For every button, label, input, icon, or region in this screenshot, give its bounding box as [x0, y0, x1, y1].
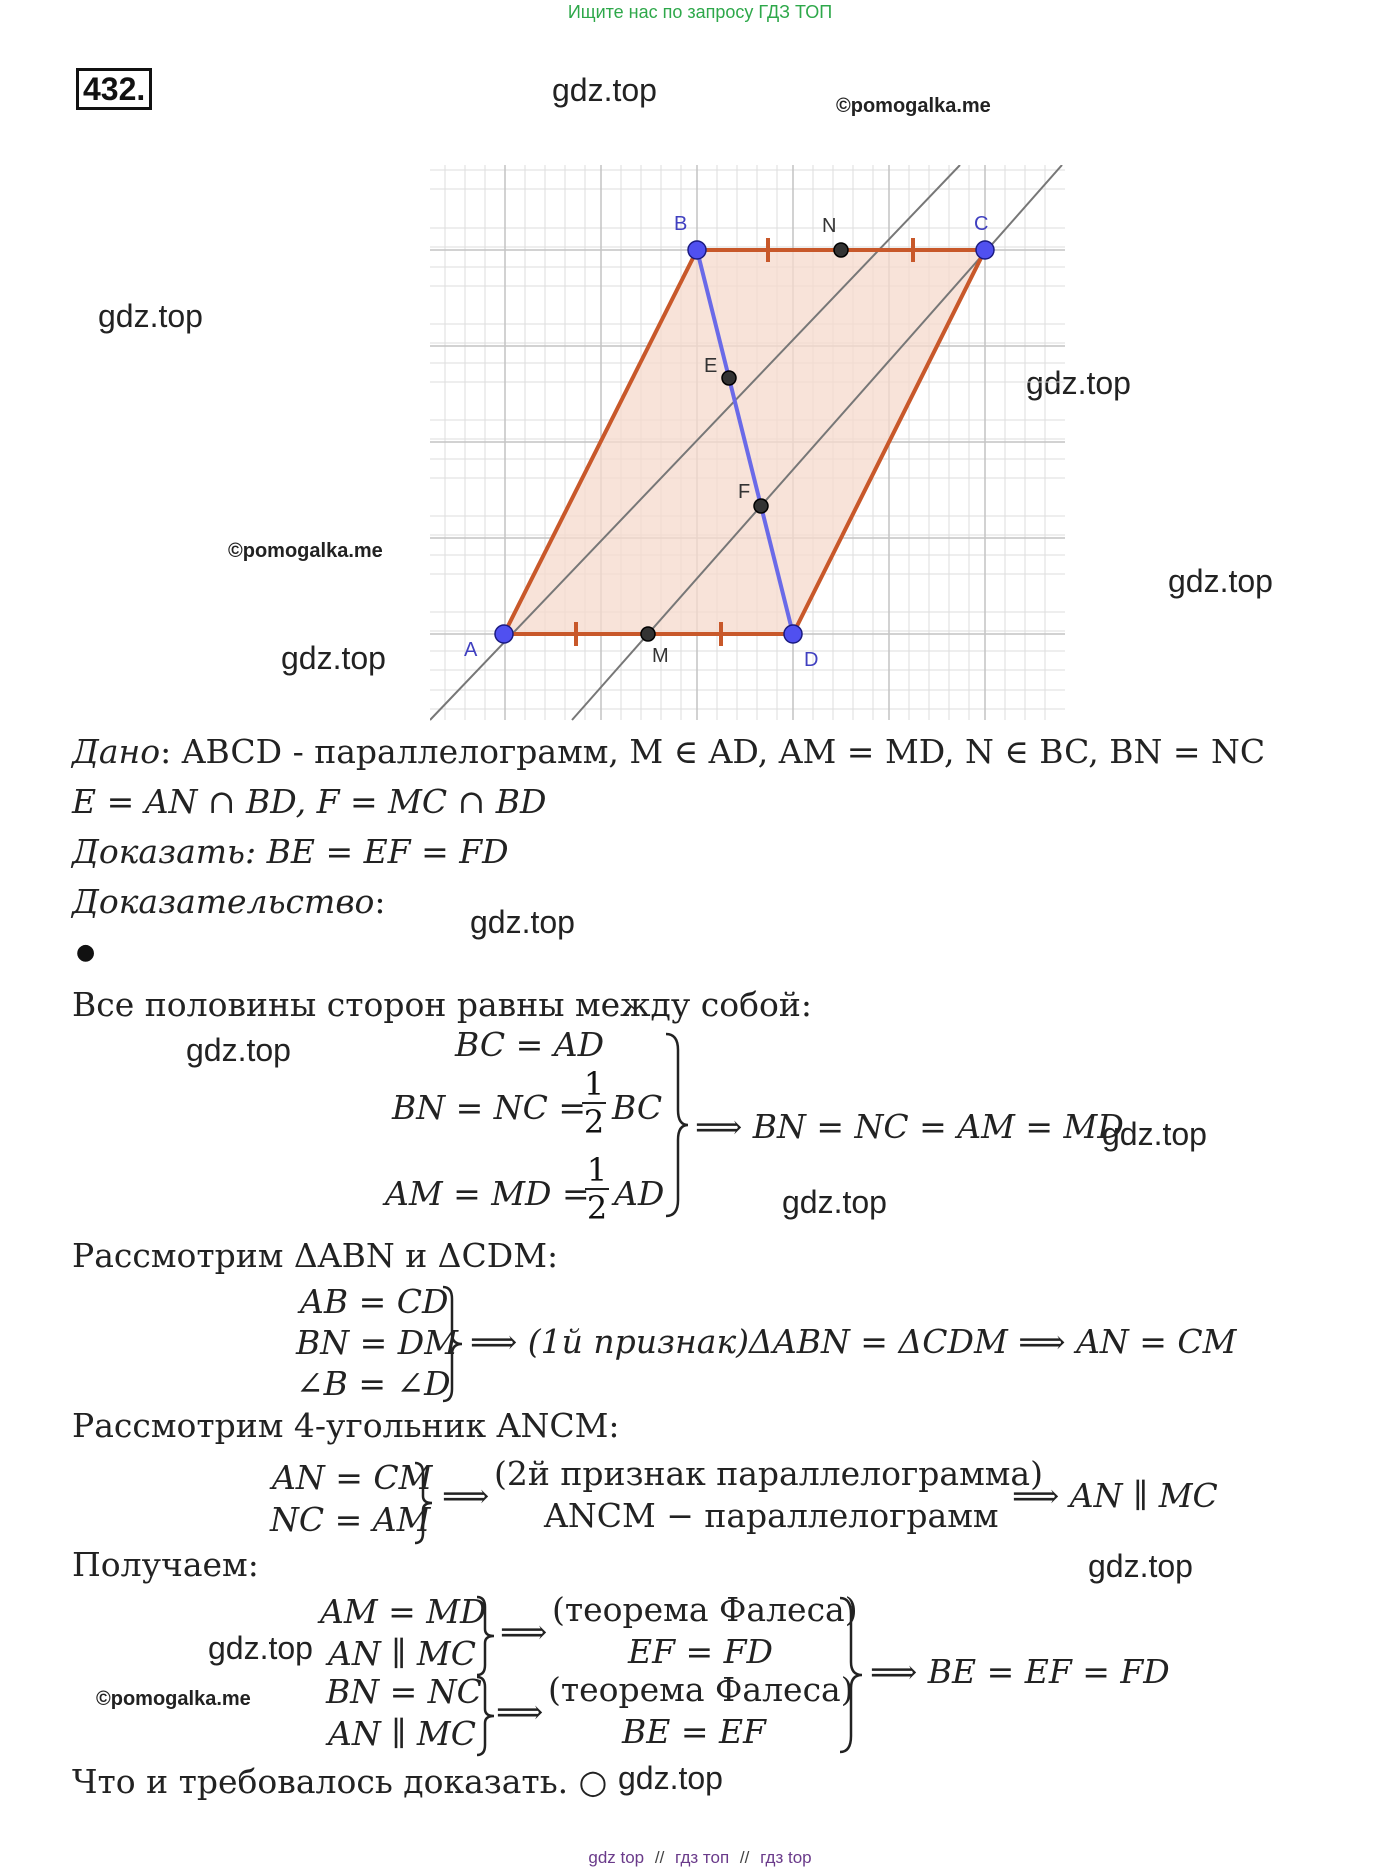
step3-eq1: AN = CM [272, 1458, 433, 1497]
watermark-gdz: gdz.top [1026, 365, 1131, 401]
step1-frac2 [585, 1152, 609, 1226]
label-n: N [822, 215, 837, 237]
label-f: F [738, 481, 751, 503]
proof-label: Доказательство [72, 882, 375, 921]
step3-mid1: (2й признак параллелограмма) [494, 1454, 1043, 1493]
frac-denominator: 2 [586, 1189, 608, 1227]
step1-eq3-left: AM = MD = [385, 1174, 590, 1213]
step3-brace [412, 1460, 436, 1546]
step4-g2-mid2: BE = EF [622, 1712, 766, 1751]
proof-heading [72, 882, 386, 921]
label-d: D [804, 649, 819, 671]
point-m [641, 627, 655, 641]
footer-sep: // [654, 1848, 665, 1867]
watermark-gdz: gdz.top [98, 298, 203, 334]
task-number: 432. [76, 68, 152, 110]
label-b: B [674, 213, 688, 235]
watermark-gdz: gdz.top [552, 72, 657, 108]
step2-result: ⟹ (1й признак)ΔABN = ΔCDM ⟹ AN = CM [470, 1322, 1237, 1361]
step4-g2-eq2: AN ∥ MC [328, 1714, 476, 1753]
prove-label: Доказать [72, 832, 246, 871]
step3-mid2: ANCM − параллелограмм [544, 1496, 999, 1535]
proof-colon: : [374, 882, 386, 921]
watermark-gdz: gdz.top [470, 904, 575, 940]
step3-arrow: ⟹ [442, 1476, 490, 1515]
step1-eq2-left: BN = NC = [392, 1088, 587, 1127]
step2-intro: Рассмотрим ΔABN и ΔCDM: [72, 1236, 559, 1275]
step4-g1-brace [474, 1594, 498, 1678]
watermark-pomogalka: ©pomogalka.me [836, 95, 991, 117]
vertex-c [976, 241, 994, 259]
prove-text: : BE = EF = FD [245, 832, 509, 871]
label-c: C [974, 213, 989, 235]
parallelogram-figure [430, 165, 1070, 725]
step2-eq1: AB = CD [300, 1282, 449, 1321]
step3-result: ⟹ AN ∥ MC [1012, 1476, 1218, 1515]
step4-g1-eq1: AM = MD [320, 1592, 487, 1631]
prove-line [72, 832, 509, 871]
footer-links [0, 1848, 1400, 1868]
step4-outer-brace [836, 1594, 866, 1756]
watermark-gdz: gdz.top [782, 1184, 887, 1220]
point-e [722, 371, 736, 385]
watermark-pomogalka: ©pomogalka.me [96, 1688, 251, 1710]
step4-g2-brace [474, 1674, 498, 1758]
step1-frac1 [582, 1066, 606, 1140]
given-text: : ABCD - параллелограмм, M ∈ AD, AM = MD, N ∈ BC, BN = NC [160, 732, 1266, 771]
step2-eq3: ∠B = ∠D [296, 1364, 451, 1403]
step1-intro: Все половины сторон равны между собой: [72, 985, 812, 1024]
step4-intro: Получаем: [72, 1545, 259, 1584]
given-line-1 [72, 732, 1265, 771]
label-e: E [704, 355, 718, 377]
step1-eq3-right: AD [614, 1174, 665, 1213]
point-f [754, 499, 768, 513]
watermark-gdz: gdz.top [1088, 1548, 1193, 1584]
watermark-pomogalka: ©pomogalka.me [228, 540, 383, 562]
step4-g2-eq1: BN = NC [326, 1672, 482, 1711]
watermark-gdz: gdz.top [1102, 1116, 1207, 1152]
step1-result: ⟹ BN = NC = AM = MD [695, 1107, 1124, 1146]
label-a: A [464, 639, 478, 661]
step4-g1-mid1: (теорема Фалеса) [552, 1590, 858, 1629]
vertex-a [495, 625, 513, 643]
frac-denominator: 2 [583, 1103, 605, 1141]
given-label: Дано [72, 732, 161, 771]
watermark-gdz: gdz.top [1168, 563, 1273, 599]
frac-numerator: 1 [586, 1151, 608, 1189]
step4-g2-mid1: (теорема Фалеса) [548, 1670, 854, 1709]
watermark-gdz: gdz.top [281, 640, 386, 676]
frac-numerator: 1 [583, 1065, 605, 1103]
footer-link-gdz-top[interactable]: gdz top [588, 1848, 645, 1867]
footer-link-gdz-top-ru[interactable]: гдз топ [675, 1848, 730, 1867]
step4-g1-mid2: EF = FD [628, 1632, 773, 1671]
bullet: ● [76, 940, 96, 965]
step4-g1-arrow: ⟹ [500, 1612, 548, 1651]
step1-eq1: BC = AD [455, 1025, 605, 1064]
step1-eq2-right: BC [612, 1088, 663, 1127]
step4-g2-arrow: ⟹ [496, 1692, 544, 1731]
step2-brace [440, 1284, 466, 1404]
step2-eq2: BN = DM [296, 1323, 459, 1362]
vertex-d [784, 625, 802, 643]
step4-g1-eq2: AN ∥ MC [328, 1634, 476, 1673]
step4-result: ⟹ BE = EF = FD [870, 1652, 1170, 1691]
given-line-2: E = AN ∩ BD, F = MC ∩ BD [72, 782, 547, 821]
conclusion: Что и требовалось доказать. ○ [72, 1762, 608, 1801]
point-n [834, 243, 848, 257]
watermark-gdz: gdz.top [208, 1630, 313, 1666]
step3-intro: Рассмотрим 4-угольник ANCM: [72, 1406, 620, 1445]
step1-brace [662, 1030, 692, 1220]
step3-eq2: NC = AM [270, 1500, 431, 1539]
footer-link-gdz-top-mixed[interactable]: гдз top [760, 1848, 812, 1867]
footer-sep: // [739, 1848, 750, 1867]
watermark-gdz: gdz.top [618, 1760, 723, 1796]
watermark-gdz: gdz.top [186, 1032, 291, 1068]
label-m: M [652, 645, 669, 667]
top-banner: Ищите нас по запросу ГДЗ ТОП [567, 2, 833, 22]
vertex-b [688, 241, 706, 259]
